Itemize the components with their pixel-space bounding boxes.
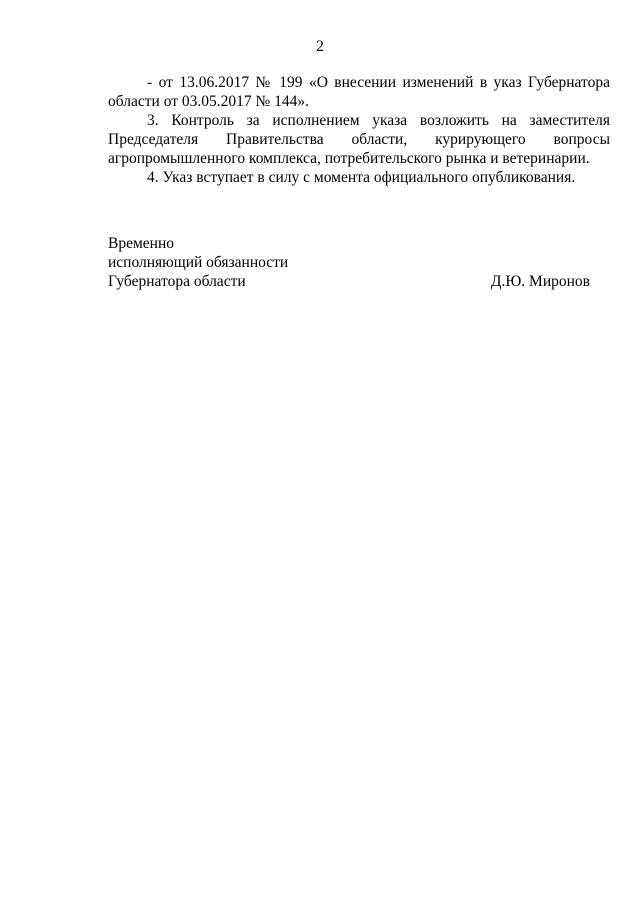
signatory-position-line-1: Временно (108, 235, 174, 252)
signatory-position-line-2: исполняющий обязанности (108, 254, 289, 271)
document-body (108, 73, 610, 187)
signatory-row (108, 272, 590, 291)
paragraph-control-clause: 3. Контроль за исполнением указа возложить на заместителя Председателя Правительства области, курирующего вопросы агропромышленного комплекса, потребительского рынка и ветеринарии. (108, 112, 610, 167)
paragraph-amendment-reference: - от 13.06.2017 № 199 «О внесении изменений в указ Губернатора области от 03.05.2017 № 144». (108, 74, 610, 110)
signatory-name: Д.Ю. Миронов (490, 273, 590, 290)
signature-block (108, 234, 590, 291)
signatory-position-line-3: Губернатора области (108, 273, 246, 290)
page-number: 2 (316, 38, 324, 55)
paragraph-effective-clause: 4. Указ вступает в силу с момента официального опубликования. (147, 169, 576, 186)
